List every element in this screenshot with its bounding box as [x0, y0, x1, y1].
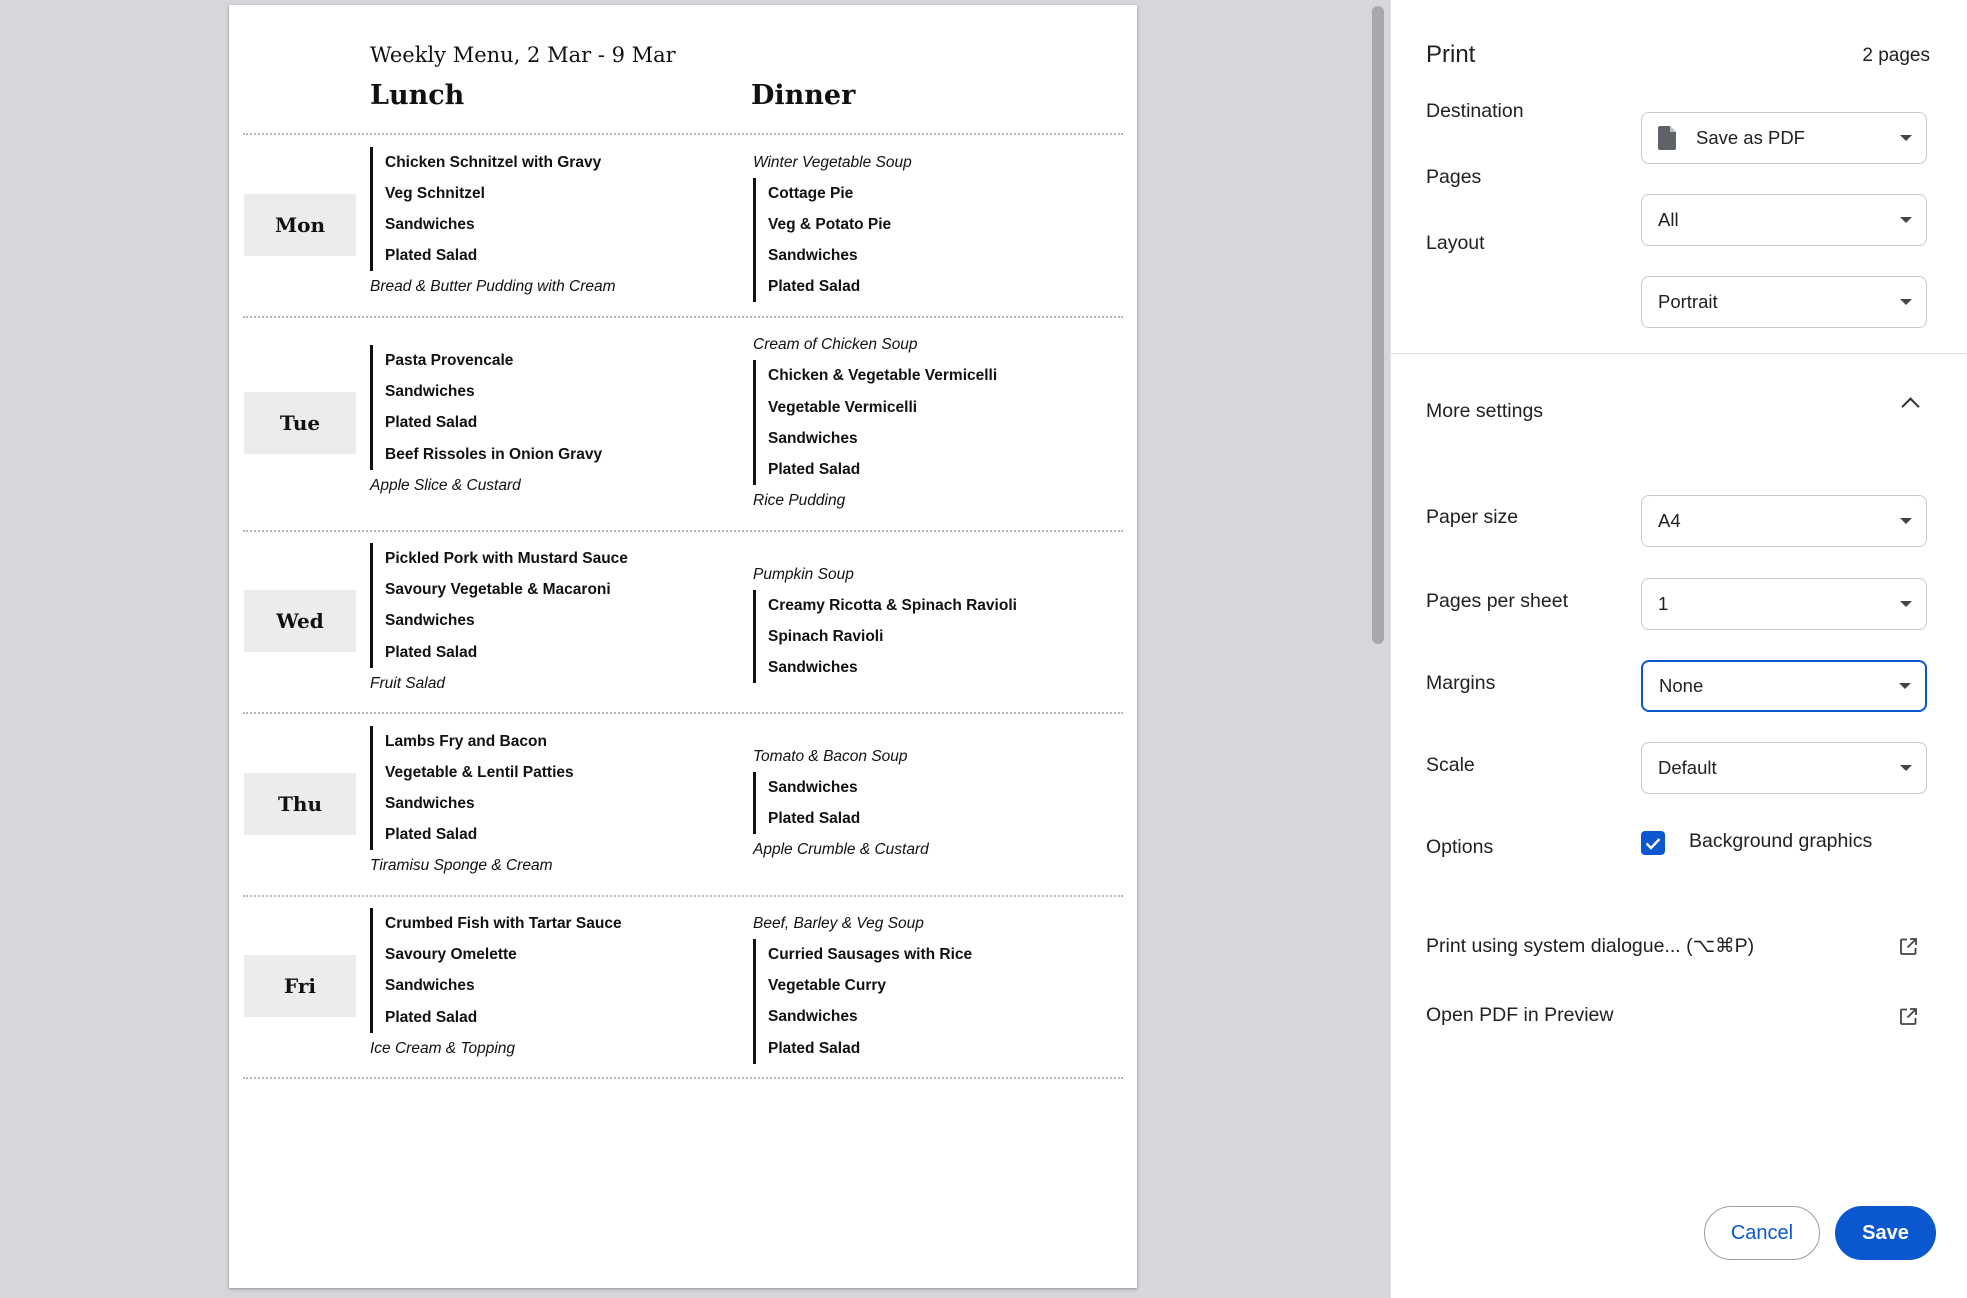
- day-separator: [243, 133, 1123, 135]
- open-pdf-preview-link[interactable]: Open PDF in Preview: [1426, 1004, 1614, 1026]
- lunch-block: [370, 726, 574, 882]
- menu-item: Plated Salad: [385, 643, 478, 661]
- open-external-icon[interactable]: [1900, 938, 1917, 955]
- menu-item: Plated Salad: [385, 1008, 478, 1026]
- dinner-block: [753, 741, 929, 865]
- day-separator: [243, 530, 1123, 532]
- menu-item: Sandwiches: [768, 246, 858, 264]
- lunch-dessert: Tiramisu Sponge & Cream: [370, 857, 553, 875]
- dinner-items: [753, 590, 1017, 684]
- preview-page: [229, 5, 1137, 1288]
- dinner-block: [753, 147, 912, 303]
- dinner-dessert: Apple Crumble & Custard: [753, 841, 929, 859]
- scale-label: Scale: [1426, 754, 1475, 776]
- lunch-dessert: Ice Cream & Topping: [370, 1039, 516, 1057]
- scale-value: Default: [1658, 757, 1717, 778]
- dinner-soup: Beef, Barley & Veg Soup: [753, 915, 924, 932]
- scale-select[interactable]: [1641, 742, 1927, 794]
- checkmark-icon: [1645, 837, 1661, 850]
- more-settings-toggle[interactable]: More settings: [1426, 400, 1544, 422]
- paper-size-value: A4: [1658, 510, 1681, 531]
- pages-count: 2 pages: [1862, 45, 1930, 66]
- menu-item: Plated Salad: [768, 810, 861, 828]
- dinner-block: [753, 908, 972, 1064]
- dinner-heading: Dinner: [751, 80, 856, 111]
- lunch-items: [370, 726, 574, 851]
- dinner-block: [753, 559, 1017, 684]
- chevron-down-icon: [1900, 299, 1912, 305]
- lunch-block: [370, 908, 622, 1064]
- day-label: Fri: [244, 955, 356, 1017]
- section-divider: [1391, 353, 1967, 354]
- dinner-soup: Winter Vegetable Soup: [753, 153, 912, 171]
- background-graphics-checkbox[interactable]: [1641, 831, 1665, 855]
- save-button[interactable]: Save: [1835, 1206, 1936, 1260]
- margins-select[interactable]: [1641, 660, 1927, 712]
- chevron-down-icon: [1900, 765, 1912, 771]
- day-label: Wed: [244, 590, 356, 652]
- menu-item: Sandwiches: [385, 612, 475, 630]
- dinner-dessert: Rice Pudding: [753, 492, 846, 510]
- lunch-dessert: Apple Slice & Custard: [370, 476, 521, 494]
- pages-value: All: [1658, 209, 1679, 230]
- menu-title: Weekly Menu, 2 Mar - 9 Mar: [370, 43, 676, 67]
- pdf-file-icon: [1658, 126, 1676, 150]
- dinner-soup: Pumpkin Soup: [753, 565, 854, 583]
- chevron-down-icon: [1900, 601, 1912, 607]
- menu-item: Vegetable & Lentil Patties: [385, 763, 574, 781]
- chevron-down-icon: [1900, 518, 1912, 524]
- lunch-block: [370, 543, 628, 699]
- day-separator: [243, 712, 1123, 714]
- menu-item: Lambs Fry and Bacon: [385, 732, 547, 750]
- menu-item: Beef Rissoles in Onion Gravy: [385, 445, 603, 463]
- day-separator: [243, 895, 1123, 897]
- menu-item: Cottage Pie: [768, 184, 854, 202]
- menu-item: Spinach Ravioli: [768, 627, 884, 645]
- open-external-icon[interactable]: [1900, 1008, 1917, 1025]
- margins-value: None: [1659, 675, 1704, 696]
- day-label: Tue: [244, 392, 356, 454]
- layout-label: Layout: [1426, 232, 1485, 254]
- dinner-items: [753, 178, 912, 303]
- pages-per-sheet-label: Pages per sheet: [1426, 590, 1569, 612]
- pages-per-sheet-value: 1: [1658, 593, 1669, 614]
- print-settings-panel: [1390, 0, 1967, 1298]
- dinner-items: [753, 360, 997, 485]
- menu-item: Curried Sausages with Rice: [768, 946, 973, 963]
- menu-item: Veg Schnitzel: [385, 184, 485, 202]
- menu-item: Sandwiches: [385, 215, 475, 233]
- menu-item: Sandwiches: [768, 429, 858, 447]
- day-separator: [243, 1077, 1123, 1079]
- day-label: Mon: [244, 194, 356, 256]
- cancel-button[interactable]: Cancel: [1704, 1206, 1820, 1260]
- paper-size-select[interactable]: [1641, 495, 1927, 547]
- menu-item: Pasta Provencale: [385, 352, 514, 369]
- menu-item: Plated Salad: [768, 278, 861, 296]
- print-title: Print: [1426, 41, 1476, 68]
- destination-value: Save as PDF: [1696, 127, 1805, 148]
- menu-item: Pickled Pork with Mustard Sauce: [385, 550, 628, 567]
- layout-select[interactable]: [1641, 276, 1927, 328]
- preview-scrollbar-thumb[interactable]: [1372, 6, 1384, 644]
- lunch-items: [370, 908, 622, 1033]
- menu-item: Plated Salad: [385, 414, 478, 432]
- menu-item: Savoury Vegetable & Macaroni: [385, 581, 611, 599]
- chevron-up-icon[interactable]: [1901, 397, 1919, 415]
- menu-item: Plated Salad: [768, 460, 861, 478]
- menu-item: Vegetable Curry: [768, 977, 887, 995]
- menu-item: Sandwiches: [768, 1008, 858, 1026]
- menu-item: Creamy Ricotta & Spinach Ravioli: [768, 596, 1017, 614]
- menu-item: Sandwiches: [385, 383, 475, 401]
- options-label: Options: [1426, 836, 1494, 858]
- menu-item: Crumbed Fish with Tartar Sauce: [385, 915, 622, 932]
- menu-item: Veg & Potato Pie: [768, 215, 892, 233]
- pages-select[interactable]: [1641, 194, 1927, 246]
- lunch-block: [370, 147, 616, 303]
- lunch-items: [370, 345, 602, 470]
- pages-label: Pages: [1426, 166, 1482, 188]
- lunch-heading: Lunch: [370, 80, 465, 111]
- menu-item: Vegetable Vermicelli: [768, 398, 918, 416]
- lunch-items: [370, 543, 628, 668]
- layout-value: Portrait: [1658, 291, 1718, 312]
- menu-item: Plated Salad: [768, 1039, 861, 1057]
- menu-item: Sandwiches: [768, 779, 858, 797]
- chevron-down-icon: [1899, 683, 1911, 689]
- menu-item: Chicken & Vegetable Vermicelli: [768, 367, 998, 385]
- menu-item: Savoury Omelette: [385, 946, 517, 964]
- pages-per-sheet-select[interactable]: [1641, 578, 1927, 630]
- menu-item: Sandwiches: [768, 658, 858, 676]
- lunch-dessert: Fruit Salad: [370, 674, 445, 692]
- day-label: Thu: [244, 773, 356, 835]
- destination-label: Destination: [1426, 100, 1524, 122]
- paper-size-label: Paper size: [1426, 506, 1519, 528]
- dinner-soup: Cream of Chicken Soup: [753, 336, 918, 354]
- chevron-down-icon: [1900, 217, 1912, 223]
- destination-select[interactable]: [1641, 112, 1927, 164]
- lunch-block: [370, 345, 602, 501]
- menu-item: Plated Salad: [385, 247, 478, 265]
- background-graphics-label[interactable]: Background graphics: [1689, 830, 1873, 852]
- menu-item: Chicken Schnitzel with Gravy: [385, 153, 602, 171]
- menu-item: Sandwiches: [385, 977, 475, 995]
- print-system-dialog-link[interactable]: Print using system dialogue... (⌥⌘P): [1426, 935, 1755, 957]
- lunch-dessert: Bread & Butter Pudding with Cream: [370, 278, 616, 296]
- margins-label: Margins: [1426, 672, 1496, 694]
- menu-item: Sandwiches: [385, 794, 475, 812]
- lunch-items: [370, 147, 616, 272]
- dinner-block: [753, 329, 997, 516]
- dinner-items: [753, 772, 929, 834]
- dinner-items: [753, 939, 972, 1064]
- chevron-down-icon: [1900, 135, 1912, 141]
- menu-item: Plated Salad: [385, 826, 478, 844]
- day-separator: [243, 316, 1123, 318]
- dinner-soup: Tomato & Bacon Soup: [753, 748, 908, 766]
